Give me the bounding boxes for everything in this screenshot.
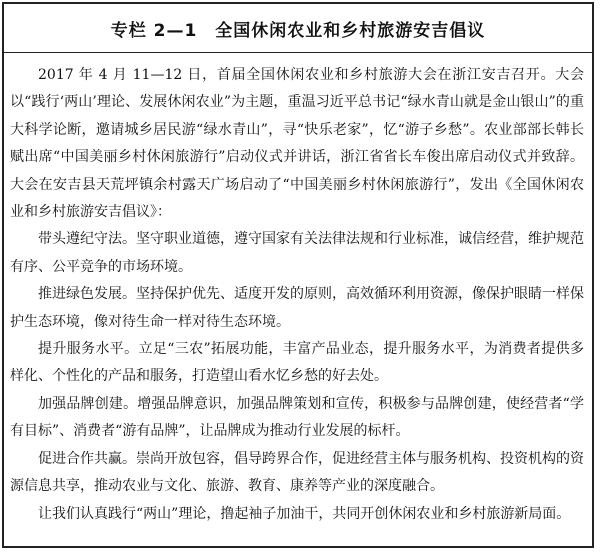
paragraph-intro: 2017 年 4 月 11—12 日，首届全国休闲农业和乡村旅游大会在浙江安吉召开。大会以“践行‘两山’理论、发展休闲农业”为主题，重温习近平总书记“绿水青山就是金山银山”的重大科学论断，邀请城乡居民游“绿水青山”，寻“快乐老家”，忆“游子乡愁”。农业部部长韩长赋出席“中国美丽乡村休闲旅游行”启动仪式并讲话，浙江省省长车俊出席启动仪式并致辞。大会在安吉县天荒坪镇余村露天广场启动了“中国美丽乡村休闲旅游行”，发出《全国休闲农业和乡村旅游安吉倡议》： bbox=[10, 67, 584, 221]
box-number: 专栏 2—1 bbox=[110, 21, 198, 41]
paragraph-law: 带头遵纪守法。坚守职业道德，遵守国家有关法律法规和行业标准，诚信经营，维护规范有序、公平竞争的市场环境。 bbox=[10, 231, 584, 275]
box-body bbox=[10, 62, 584, 528]
paragraph-green: 推进绿色发展。坚持保护优先、适度开发的原则，高效循环利用资源，像保护眼睛一样保护生态环境，像对待生命一样对待生态环境。 bbox=[10, 286, 584, 330]
box-title bbox=[4, 16, 592, 41]
box-title-text: 全国休闲农业和乡村旅游安吉倡议 bbox=[215, 21, 486, 41]
paragraph-cooperation: 促进合作共赢。崇尚开放包容，倡导跨界合作，促进经营主体与服务机构、投资机构的资源信息共享，推动农业与文化、旅游、教育、康养等产业的深度融合。 bbox=[10, 450, 584, 495]
paragraph-brand: 加强品牌创建。增强品牌意识，加强品牌策划和宣传，积极参与品牌创建，使经营者“学有目标”、消费者“游有品牌”，让品牌成为推动行业发展的标杆。 bbox=[10, 395, 584, 440]
paragraph-service: 提升服务水平。立足“三农”拓展功能，丰富产品业态，提升服务水平，为消费者提供多样化、个性化的产品和服务，打造望山看水忆乡愁的好去处。 bbox=[10, 341, 584, 385]
sidebar-box bbox=[2, 2, 594, 548]
paragraph-closing: 让我们认真践行“两山”理论，撸起袖子加油干，共同开创休闲农业和乡村旅游新局面。 bbox=[38, 505, 571, 522]
title-divider bbox=[4, 52, 592, 53]
